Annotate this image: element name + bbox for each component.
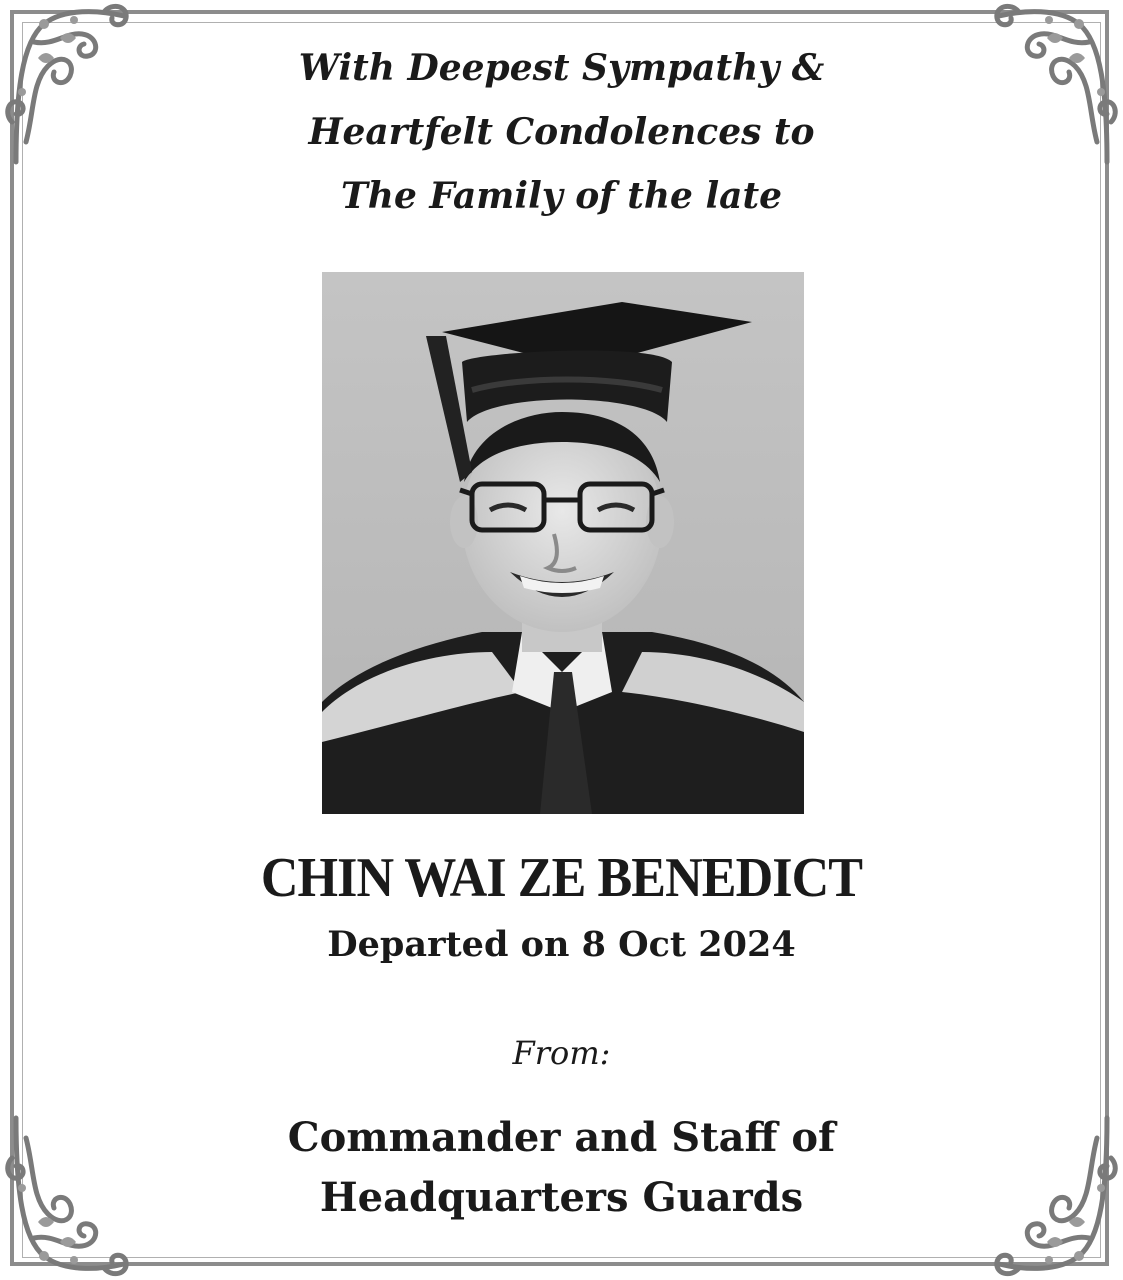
heading-line-1: With Deepest Sympathy & <box>298 47 825 89</box>
heading-line-2: Heartfelt Condolences to <box>308 111 815 153</box>
sender-line-1: Commander and Staff of <box>287 1114 836 1161</box>
from-label: From: <box>512 1034 611 1072</box>
sender-line-2: Headquarters Guards <box>319 1174 804 1221</box>
condolence-heading <box>0 36 1123 228</box>
portrait-photo <box>322 272 804 814</box>
heading-line-3: The Family of the late <box>340 175 783 217</box>
departed-date: Departed on 8 Oct 2024 <box>327 924 796 965</box>
sender-block <box>0 1108 1123 1228</box>
deceased-name: CHIN WAI ZE BENEDICT <box>260 847 863 909</box>
